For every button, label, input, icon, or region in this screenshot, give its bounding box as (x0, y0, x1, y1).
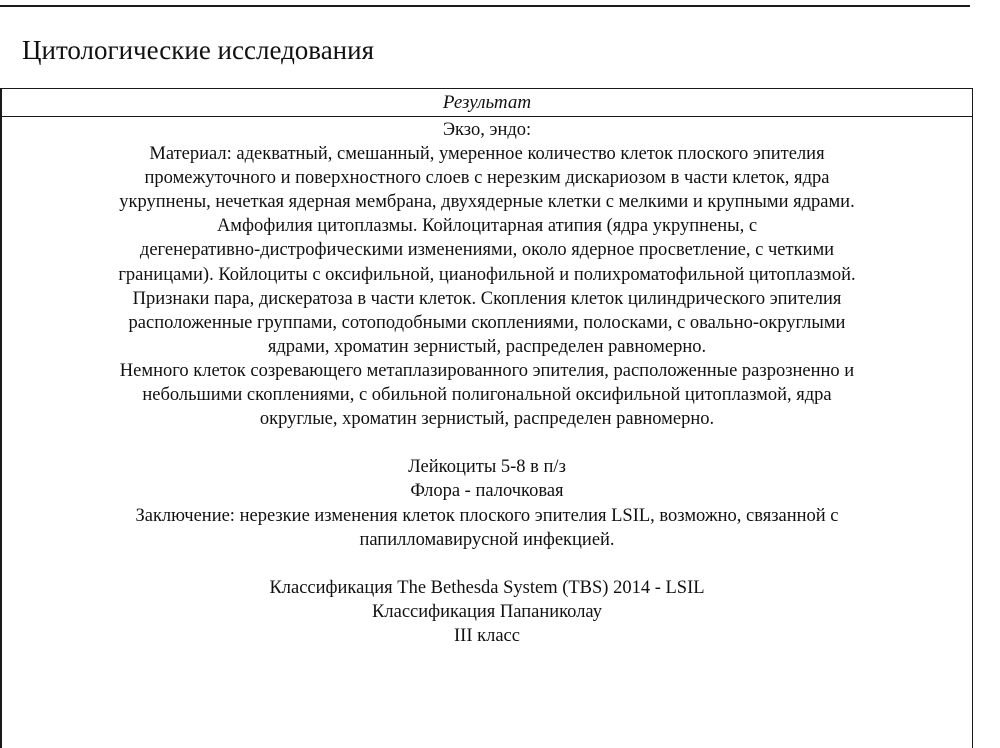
blank-line (2, 431, 972, 455)
result-line: Признаки пара, дискератоза в части клеток. Скопления клеток цилиндрического эпителия (132, 288, 842, 309)
section-title: Цитологические исследования (22, 35, 375, 65)
result-line: границами). Койлоциты с оксифильной, цианофильной и полихроматофильной цитоплазмой. (118, 264, 856, 285)
result-table (0, 88, 973, 748)
result-line: ядрами, хроматин зернистый, распределен равномерно. (267, 336, 707, 357)
result-line: небольшими скоплениями, с обильной полигональной оксифильной цитоплазмой, ядра (142, 385, 832, 406)
papanicolaou-class: III класс (454, 625, 520, 646)
flora-line: Флора - палочковая (410, 481, 564, 502)
conclusion-line: Заключение: нерезкие изменения клеток плоского эпителия LSIL, возможно, связанной с (135, 505, 839, 526)
result-line: Материал: адекватный, смешанный, умеренное количество клеток плоского эпителия (149, 144, 825, 165)
result-line: Немного клеток созревающего метаплазированного эпителия, расположенные разрозненно и (119, 360, 855, 381)
result-line: дегенеративно-дистрофическими изменениями, около ядерное просветление, с четкими (139, 240, 835, 261)
blank-line (2, 552, 972, 576)
result-line: расположенные группами, сотоподобными скоплениями, полосками, с овально-округлыми (128, 312, 846, 333)
leukocytes-line: Лейкоциты 5-8 в п/з (408, 457, 566, 478)
bethesda-classification: Классификация The Bethesda System (TBS) 2014 - LSIL (269, 577, 705, 598)
conclusion-line: папилломавирусной инфекцией. (359, 529, 615, 550)
table-header-result: Результат (2, 89, 972, 117)
papanicolaou-classification-label: Классификация Папаниколау (372, 601, 602, 622)
result-line: округлые, хроматин зернистый, распределен равномерно. (259, 409, 715, 430)
result-line: укрупнены, нечеткая ядерная мембрана, двухядерные клетки с мелкими и крупными ядрами. (119, 192, 855, 213)
result-line: Экзо, эндо: (442, 120, 532, 140)
result-line: промежуточного и поверхностного слоев с нерезким дискариозом в части клеток, ядра (144, 168, 830, 189)
top-rule (0, 5, 970, 7)
result-cell (2, 117, 972, 648)
result-line: Амфофилия цитоплазмы. Койлоцитарная атипия (ядра укрупнены, с (216, 216, 758, 237)
